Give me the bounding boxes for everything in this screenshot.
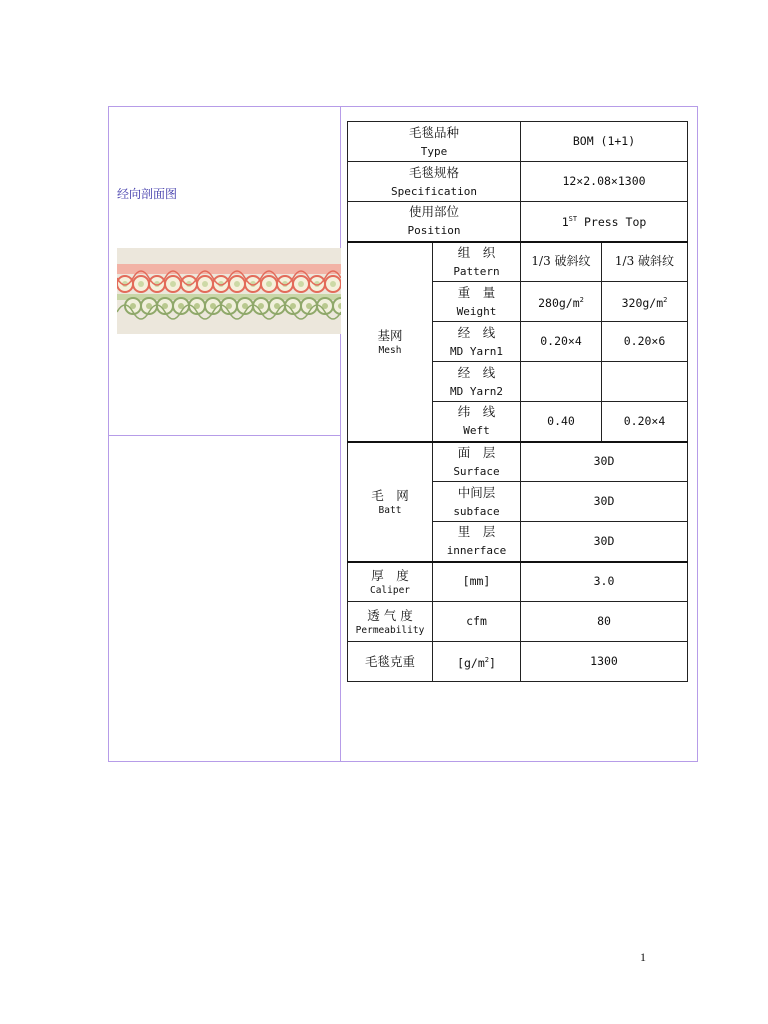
caliper-label: 厚 度 Caliper [348,562,433,602]
surface-value: 30D [521,442,688,482]
type-value: BOM (1+1) [521,122,688,162]
caliper-value: 3.0 [521,562,688,602]
pattern-value-2: 1/3 破斜纹 [602,242,688,282]
page-number: 1 [640,950,646,964]
red-yarn-core [234,281,240,287]
md-cross-section-image [117,248,341,334]
row-position [348,202,688,242]
spec-value: 12×2.08×1300 [521,162,688,202]
innerface-label: 里 层 innerface [433,522,521,562]
subface-label: 中间层 subface [433,482,521,522]
position-value: 1ST Press Top [521,202,688,242]
md-yarn2-value-1 [521,362,602,402]
profile-background [117,248,341,334]
row-felt-weight [348,642,688,682]
felt-weight-unit: $[g/m^2]$ [433,642,521,682]
left-divider [109,435,340,436]
pattern-label: 组 织 Pattern [433,242,521,282]
type-label: 毛毯品种 Type [348,122,521,162]
weight-value-1: $280g/m^2$ [521,282,602,322]
red-yarn-core [298,281,304,287]
weft-value-2: 0.20×4 [602,402,688,442]
weft-value-1: 0.40 [521,402,602,442]
surface-label: 面 层 Surface [433,442,521,482]
row-caliper [348,562,688,602]
caliper-unit: [mm] [433,562,521,602]
row-batt-surface [348,442,688,482]
md-yarn2-value-2 [602,362,688,402]
innerface-value: 30D [521,522,688,562]
red-yarn-core [138,281,144,287]
md-yarn1-label: 经 线 MD Yarn1 [433,322,521,362]
red-yarn-core [170,281,176,287]
red-yarn-core [266,281,272,287]
red-yarn-core [202,281,208,287]
weight-value-2: $320g/m^2$ [602,282,688,322]
position-label: 使用部位 Position [348,202,521,242]
subface-value: 30D [521,482,688,522]
top-band [117,264,341,274]
md-yarn1-value-1: 0.20×4 [521,322,602,362]
cross-section-illustration [117,248,341,334]
md-yarn1-value-2: 0.20×6 [602,322,688,362]
spec-label: 毛毯规格 Specification [348,162,521,202]
mesh-label: 基网 Mesh [348,242,433,442]
pattern-value-1: 1/3 破斜纹 [521,242,602,282]
weight-label: 重 量 Weight [433,282,521,322]
permeability-label: 透 气 度 Permeability [348,602,433,642]
permeability-unit: cfm [433,602,521,642]
permeability-value: 80 [521,602,688,642]
md-yarn2-label: 经 线 MD Yarn2 [433,362,521,402]
spec-table [347,121,688,682]
felt-weight-label: 毛毯克重 [348,642,433,682]
row-permeability [348,602,688,642]
left-column [109,107,341,761]
weft-label: 纬 线 Weft [433,402,521,442]
section-label: 经向剖面图 [117,187,178,201]
red-yarn-core [330,281,336,287]
batt-label: 毛 网 Batt [348,442,433,562]
row-spec [348,162,688,202]
row-mesh-pattern [348,242,688,282]
row-type [348,122,688,162]
felt-weight-value: 1300 [521,642,688,682]
